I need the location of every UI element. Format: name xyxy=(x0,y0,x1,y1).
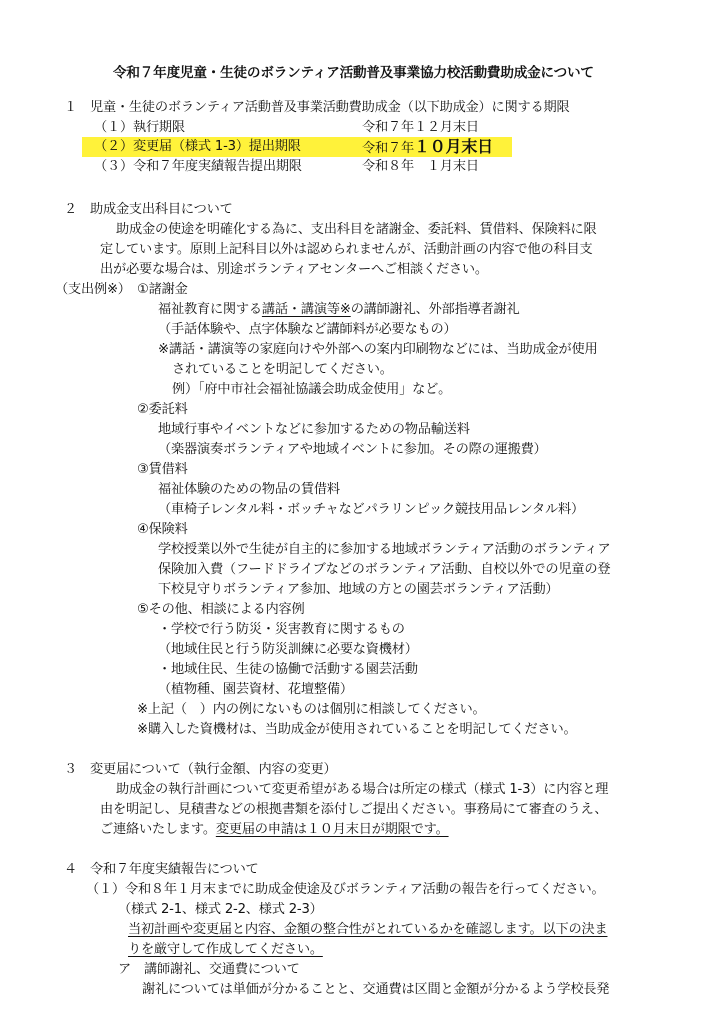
deadline-date xyxy=(362,137,493,159)
note-line: ※購入した資機材は、当助成金が使用されていることを明記してください。 xyxy=(137,722,577,737)
item-2-line: 地域行事やイベントなどに参加するための物品輸送料 xyxy=(158,422,470,437)
report-line: （１）令和８年１月末までに助成金使途及びボランティア活動の報告を行ってください。 xyxy=(86,882,605,897)
item-4-line: 保険加入費（フードドライブなどのボランティア活動、自校以外での児童の登 xyxy=(158,562,611,577)
item-5-line: ・学校で行う防災・災害教育に関するもの xyxy=(158,622,405,637)
deadline-date-prefix: 令和７年 xyxy=(362,141,414,156)
item-2-line: （楽器演奏ボランティアや地域イベントに参加。その際の運搬費） xyxy=(158,442,547,457)
underlined-text: 変更届の申請は１０月末日が期限です。 xyxy=(215,822,449,837)
section-4-heading: ４ 令和７年度実績報告について xyxy=(64,862,259,877)
deadline-row-2-highlighted xyxy=(82,137,512,157)
deadline-label: （２）変更届（様式 1-3）提出期限 xyxy=(94,139,301,154)
item-5-line: （植物種、園芸資材、花壇整備） xyxy=(158,682,353,697)
item-4-line: 学校授業以外で生徒が自主的に参加する地域ボランティア活動のボランティア xyxy=(158,542,611,557)
note-line: ※上記（ ）内の例にないものは個別に相談してください。 xyxy=(137,702,486,717)
section-2-heading: ２ 助成金支出科目について xyxy=(64,202,233,217)
deadline-row-3 xyxy=(94,157,534,177)
section-1-heading: １ 児童・生徒のボランティア活動普及事業活動費助成金（以下助成金）に関する期限 xyxy=(64,100,570,115)
deadline-row-1 xyxy=(94,118,534,138)
text-span: の講師謝礼、外部指導者謝礼 xyxy=(350,302,520,317)
item-5-title: ⑤その他、相談による内容例 xyxy=(137,602,305,617)
report-line: 謝礼については単価が分かることと、交通費は区間と金額が分かるよう学校長発 xyxy=(142,982,610,997)
paragraph-line: 助成金の執行計画について変更希望がある場合は所定の様式（様式 1-3）に内容と理 xyxy=(116,782,609,797)
text-span: 福祉教育に関する xyxy=(158,302,262,317)
report-forms: （様式 2-1、様式 2-2、様式 2-3） xyxy=(118,902,323,917)
underlined-text: 当初計画や変更届と内容、金額の整合性がとれているかを確認します。以下の決ま xyxy=(128,922,608,937)
deadline-label: （１）執行期限 xyxy=(94,120,185,135)
paragraph-line: 出が必要な場合は、別途ボランティアセンターへご相談ください。 xyxy=(100,262,488,277)
item-1-note: ※講話・講演等の家庭向けや外部への案内印刷物などには、当助成金が使用 xyxy=(158,342,598,357)
item-4-line: 下校見守りボランティア参加、地域の方との園芸ボランティア活動） xyxy=(158,582,559,597)
text-span: ご連絡いたします。 xyxy=(100,822,216,837)
deadline-date-emphasis: １０月末日 xyxy=(413,137,493,156)
deadline-label: （３）令和７年度実績報告提出期限 xyxy=(94,159,302,174)
item-5-line: （地域住民と行う防災訓練に必要な資機材） xyxy=(158,642,418,657)
item-1-line: （手話体験や、点字体験など講師料が必要なもの） xyxy=(158,322,457,337)
item-4-title: ④保険料 xyxy=(137,522,188,537)
item-3-title: ③賃借料 xyxy=(137,462,188,477)
paragraph-line: 定しています。原則上記科目以外は認められませんが、活動計画の内容で他の科目支 xyxy=(100,242,593,257)
example-label: （支出例※） xyxy=(55,282,131,297)
deadline-date: 令和７年１２月末日 xyxy=(362,120,479,135)
item-1-line xyxy=(158,300,520,320)
item-3-line: （車椅子レンタル料・ボッチャなどパラリンピック競技用品レンタル料） xyxy=(158,502,584,517)
item-2-title: ②委託料 xyxy=(137,402,188,417)
page-title: 令和７年度児童・生徒のボランティア活動普及事業協力校活動費助成金について xyxy=(113,65,594,81)
section-3-heading: ３ 変更届について（執行金額、内容の変更） xyxy=(64,762,337,777)
underlined-text: 講話・講演等※ xyxy=(261,302,351,317)
subsection-a-title: ア 講師謝礼、交通費について xyxy=(118,962,300,977)
item-1-title: ①諸謝金 xyxy=(137,282,188,297)
deadline-date: 令和８年 １月末日 xyxy=(362,159,479,174)
paragraph-line: 助成金の使途を明確化する為に、支出科目を諸謝金、委託料、賃借料、保険料に限 xyxy=(116,222,597,237)
underlined-text: りを厳守して作成してください。 xyxy=(128,942,323,957)
paragraph-line xyxy=(100,820,449,840)
item-1-example: 例）「府中市社会福祉協議会助成金使用」など。 xyxy=(172,382,452,397)
item-1-note: されていることを明記してください。 xyxy=(172,362,393,377)
item-3-line: 福祉体験のための物品の賃借料 xyxy=(158,482,340,497)
paragraph-line: 由を明記し、見積書などの根拠書類を添付しご提出ください。事務局にて審査のうえ、 xyxy=(100,802,608,817)
item-5-line: ・地域住民、生徒の協働で活動する園芸活動 xyxy=(158,662,418,677)
